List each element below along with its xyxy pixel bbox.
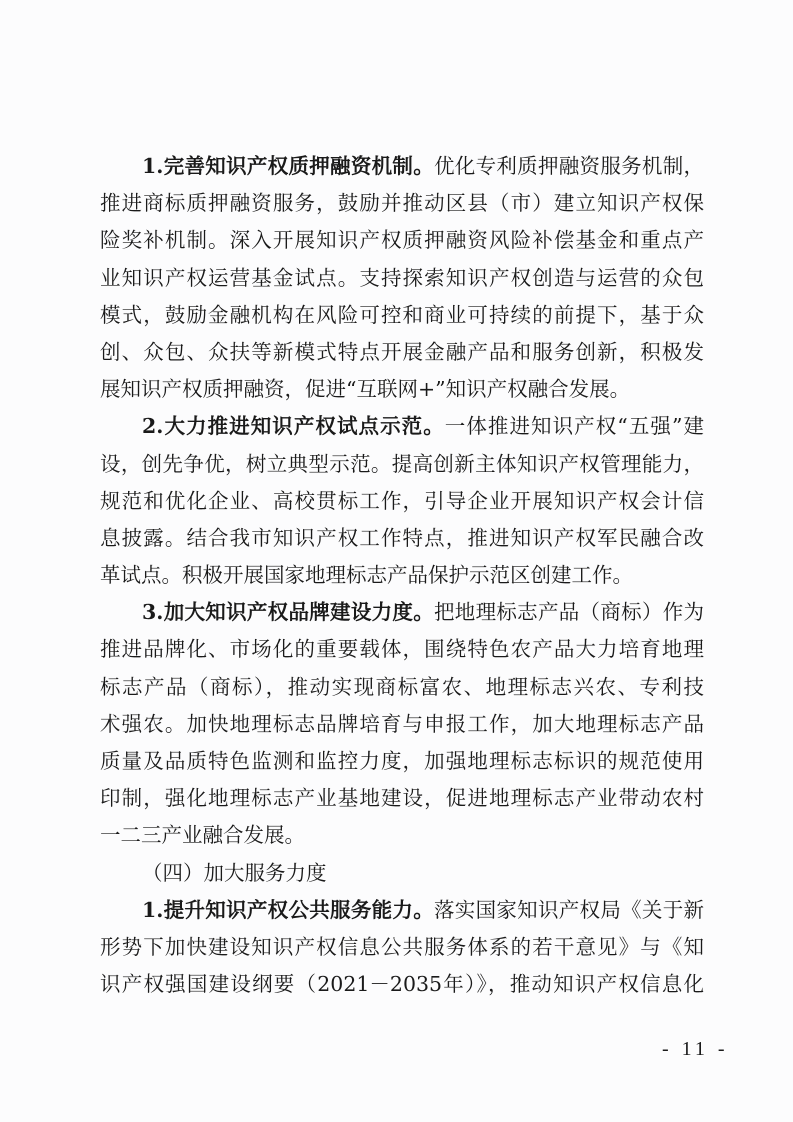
text-line: 设，创先争优，树立典型示范。提高创新主体知识产权管理能力， xyxy=(100,451,704,476)
paragraph xyxy=(100,408,704,594)
paragraph-first-line xyxy=(100,594,704,631)
paragraph xyxy=(100,892,704,1004)
text-line: 推进商标质押融资服务，鼓励并推动区县（市）建立知识产权保 xyxy=(100,191,704,216)
text-line: 业知识产权运营基金试点。支持探索知识产权创造与运营的众包 xyxy=(100,265,704,290)
paragraph-first-text: 落实国家知识产权局《关于新 xyxy=(434,897,704,922)
paragraph-first-text: 优化专利质押融资服务机制， xyxy=(434,154,704,178)
text-line: 推进品牌化、市场化的重要载体，围绕特色农产品大力培育地理 xyxy=(100,637,704,662)
text-line: 识产权强国建设纲要（2021－2035年）》，推动知识产权信息化 xyxy=(100,972,704,997)
paragraph-first-text: 一体推进知识产权“五强”建 xyxy=(444,414,704,439)
text-line: 险奖补机制。深入开展知识产权质押融资风险补偿基金和重点产 xyxy=(100,228,704,253)
text-line: 规范和优化企业、高校贯标工作，引导企业开展知识产权会计信 xyxy=(100,488,704,513)
text-line: 息披露。结合我市知识产权工作特点，推进知识产权军民融合改 xyxy=(100,525,704,550)
text-line: 质量及品质特色监测和监控力度，加强地理标志标识的规范使用 xyxy=(100,749,704,773)
section-heading xyxy=(100,855,704,892)
text-line: 一二三产业融合发展。 xyxy=(100,823,305,848)
heading-line: （四）加大服务力度 xyxy=(142,860,327,885)
text-line: 模式，鼓励金融机构在风险可控和商业可持续的前提下，基于众 xyxy=(100,302,704,327)
paragraph xyxy=(100,148,704,408)
page-number: - 11 - xyxy=(662,1038,729,1060)
paragraph-first-text: 把地理标志产品（商标）作为 xyxy=(434,600,704,625)
text-line: 展知识产权质押融资，促进“互联网+”知识产权融合发展。 xyxy=(100,377,631,402)
text-line: 革试点。积极开展国家地理标志产品保护示范区创建工作。 xyxy=(100,563,633,588)
paragraph-first-line xyxy=(100,148,704,185)
paragraph-first-line xyxy=(100,408,704,445)
text-line: 形势下加快建设知识产权信息公共服务体系的若干意见》与《知 xyxy=(100,934,704,959)
paragraph-lead-title: 1.完善知识产权质押融资机制。 xyxy=(142,154,434,178)
paragraph-lead-title: 2.大力推进知识产权试点示范。 xyxy=(142,414,445,439)
text-line: 创、众包、众扶等新模式特点开展金融产品和服务创新，积极发 xyxy=(100,339,704,364)
text-line: 术强农。加快地理标志品牌培育与申报工作，加大地理标志产品 xyxy=(100,711,704,736)
text-line: 印制，强化地理标志产业基地建设，促进地理标志产业带动农村 xyxy=(100,786,704,811)
document-body xyxy=(100,148,704,1003)
paragraph-lead-title: 3.加大知识产权品牌建设力度。 xyxy=(142,600,434,625)
paragraph-first-line xyxy=(100,892,704,929)
paragraph-lead-title: 1.提升知识产权公共服务能力。 xyxy=(142,897,434,922)
text-line: 标志产品（商标），推动实现商标富农、地理标志兴农、专利技 xyxy=(100,674,704,699)
paragraph xyxy=(100,594,704,854)
